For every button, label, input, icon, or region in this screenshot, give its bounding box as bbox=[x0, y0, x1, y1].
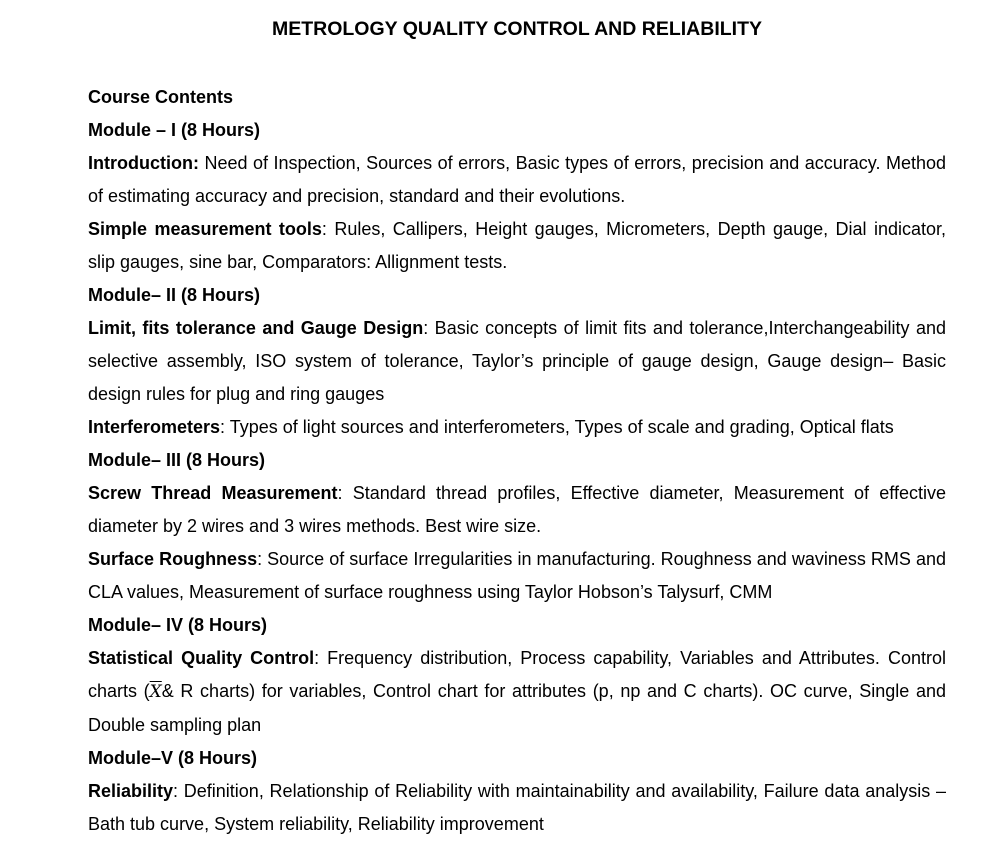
topic-term: Simple measurement tools bbox=[88, 219, 322, 239]
topic-introduction bbox=[88, 147, 946, 213]
topic-text: : Rules, Callipers, Height gauges, Micrometers, Depth gauge, Dial indicator, slip gauges, sine bar, Comparators: Allignment tests. bbox=[88, 219, 946, 272]
topic-text: : Source of surface Irregularities in manufacturing. Roughness and waviness RMS and CLA values, Measurement of surface roughness using Taylor Hobson’s Talysurf, CMM bbox=[88, 549, 946, 602]
topic-text: & R charts) for variables, Control chart for attributes (p, np and C charts). OC curve, Single and Double sampling plan bbox=[88, 681, 946, 735]
topic-text: : Basic concepts of limit fits and tolerance,Interchangeability and selective assembly, ISO system of tolerance, Taylor’s principle of gauge design, Gauge design– Basic design rules for plug and ring gauges bbox=[88, 318, 947, 404]
topic-screw-thread bbox=[88, 477, 946, 543]
topic-text: : Standard thread profiles, Effective diameter, Measurement of effective diameter by 2 wires and 3 wires methods. Best wire size. bbox=[88, 483, 946, 536]
x-bar-symbol: $\overline{X}$ bbox=[149, 682, 162, 702]
topic-statistical-quality-control bbox=[88, 642, 946, 742]
module-4-heading: Module– IV (8 Hours) bbox=[88, 615, 268, 635]
topic-term: Introduction: bbox=[88, 153, 199, 173]
topic-text: : Frequency distribution, Process capability, Variables and Attributes. Control charts ( bbox=[88, 648, 946, 701]
course-contents-heading: Course Contents bbox=[88, 87, 234, 107]
page-title: METROLOGY QUALITY CONTROL AND RELIABILITY bbox=[271, 18, 763, 40]
course-contents-body bbox=[88, 81, 946, 841]
topic-surface-roughness bbox=[88, 543, 946, 609]
topic-term: Screw Thread Measurement bbox=[88, 483, 338, 503]
topic-simple-measurement-tools bbox=[88, 213, 946, 279]
topic-reliability bbox=[88, 775, 946, 841]
topic-text: : Types of light sources and interferometers, Types of scale and grading, Optical flats bbox=[220, 417, 894, 437]
module-3-heading: Module– III (8 Hours) bbox=[88, 450, 266, 470]
module-2-heading: Module– II (8 Hours) bbox=[88, 285, 261, 305]
topic-text: : Definition, Relationship of Reliability with maintainability and availability, Failure data analysis –Bath tub curve, System reliability, Reliability improvement bbox=[88, 781, 946, 834]
module-5-heading: Module–V (8 Hours) bbox=[88, 748, 258, 768]
topic-term: Limit, fits tolerance and Gauge Design bbox=[88, 318, 424, 338]
topic-interferometers bbox=[88, 411, 946, 444]
topic-limit-fits bbox=[88, 312, 946, 411]
topic-text: Need of Inspection, Sources of errors, Basic types of errors, precision and accuracy. Method of estimating accuracy and precision, standard and their evolutions. bbox=[88, 153, 946, 206]
topic-term: Surface Roughness bbox=[88, 549, 258, 569]
topic-term: Statistical Quality Control bbox=[88, 648, 315, 668]
topic-term: Reliability bbox=[88, 781, 174, 801]
topic-term: Interferometers bbox=[88, 417, 221, 437]
module-1-heading: Module – I (8 Hours) bbox=[88, 120, 261, 140]
